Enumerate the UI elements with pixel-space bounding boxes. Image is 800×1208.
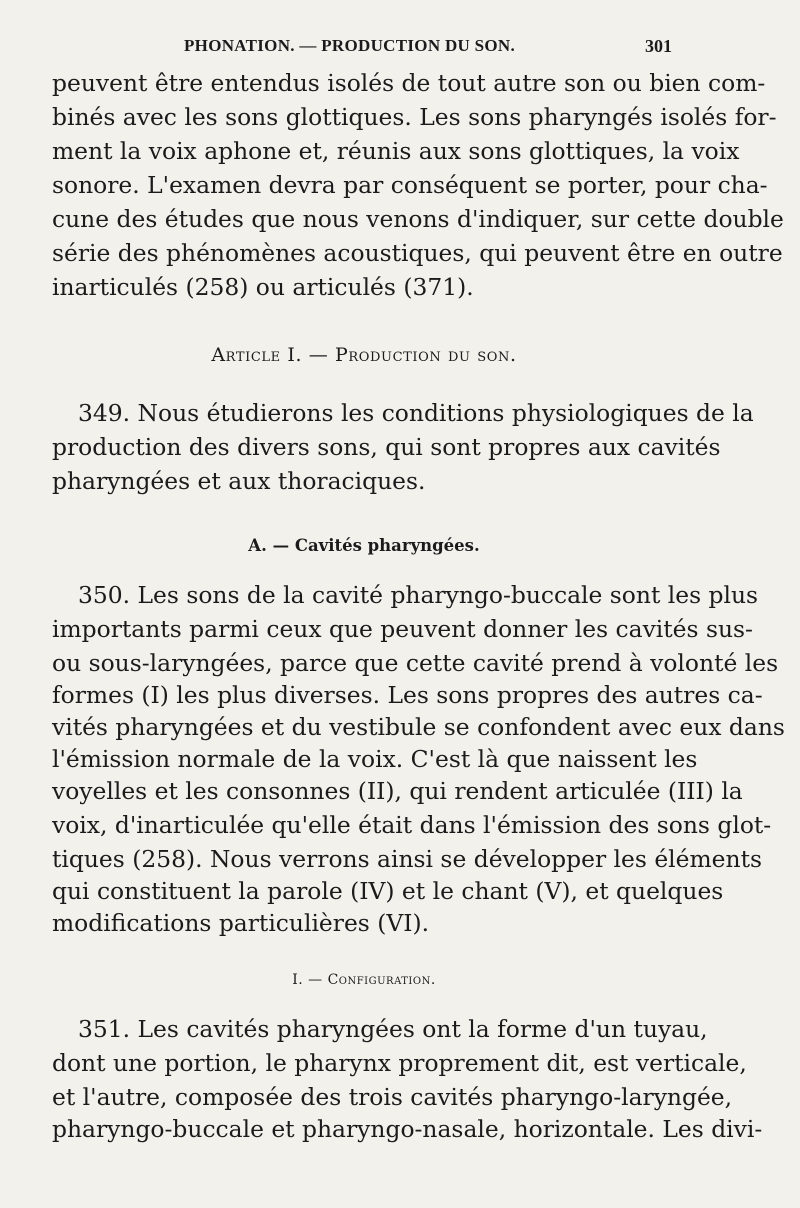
article-heading: Article I. — Production du son. <box>211 344 517 366</box>
text-line: formes (I) les plus diverses. Les sons propres des autres ca- <box>52 681 763 709</box>
text-line: peuvent être entendus isolés de tout autre son ou bien com- <box>52 69 766 97</box>
text-line: modifications particulières (VI). <box>52 909 430 937</box>
text-line: ou sous-laryngées, parce que cette cavité prend à volonté les <box>52 649 779 677</box>
text-line: qui constituent la parole (IV) et le chant (V), et quelques <box>52 877 724 905</box>
text-line: série des phénomènes acoustiques, qui peuvent être en outre <box>52 239 783 267</box>
text-line: inarticulés (258) ou articulés (371). <box>52 273 474 301</box>
text-line: l'émission normale de la voix. C'est là que naissent les <box>52 745 698 773</box>
subsection-heading: A. — Cavités pharyngées. <box>248 536 480 555</box>
configuration-heading: I. — Configuration. <box>292 972 436 988</box>
text-line: voix, d'inarticulée qu'elle était dans l'émission des sons glot- <box>52 811 772 839</box>
text-line: sonore. L'examen devra par conséquent se porter, pour cha- <box>52 171 768 199</box>
text-line: 349. Nous étudierons les conditions physiologiques de la <box>78 399 754 427</box>
text-line: pharyngées et aux thoraciques. <box>52 467 426 495</box>
text-line: dont une portion, le pharynx proprement dit, est verticale, <box>52 1049 747 1077</box>
running-head <box>52 36 672 58</box>
text-line: vités pharyngées et du vestibule se confondent avec eux dans <box>52 713 785 741</box>
text-line: voyelles et les consonnes (II), qui rendent articulée (III) la <box>52 777 743 805</box>
text-line: tiques (258). Nous verrons ainsi se développer les éléments <box>52 845 762 873</box>
text-line: pharyngo-buccale et pharyngo-nasale, horizontale. Les divi- <box>52 1115 763 1143</box>
text-line: cune des études que nous venons d'indiquer, sur cette double <box>52 205 784 233</box>
text-line: production des divers sons, qui sont propres aux cavités <box>52 433 721 461</box>
text-line: et l'autre, composée des trois cavités pharyngo-laryngée, <box>52 1083 733 1111</box>
text-line: binés avec les sons glottiques. Les sons pharyngés isolés for- <box>52 103 777 131</box>
text-line: 351. Les cavités pharyngées ont la forme d'un tuyau, <box>78 1015 708 1043</box>
page-number: 301 <box>645 36 672 56</box>
text-line: ment la voix aphone et, réunis aux sons glottiques, la voix <box>52 137 740 165</box>
text-line: 350. Les sons de la cavité pharyngo-buccale sont les plus <box>78 581 759 609</box>
running-title: PHONATION. — PRODUCTION DU SON. <box>184 36 516 55</box>
text-line: importants parmi ceux que peuvent donner les cavités sus- <box>52 615 753 643</box>
